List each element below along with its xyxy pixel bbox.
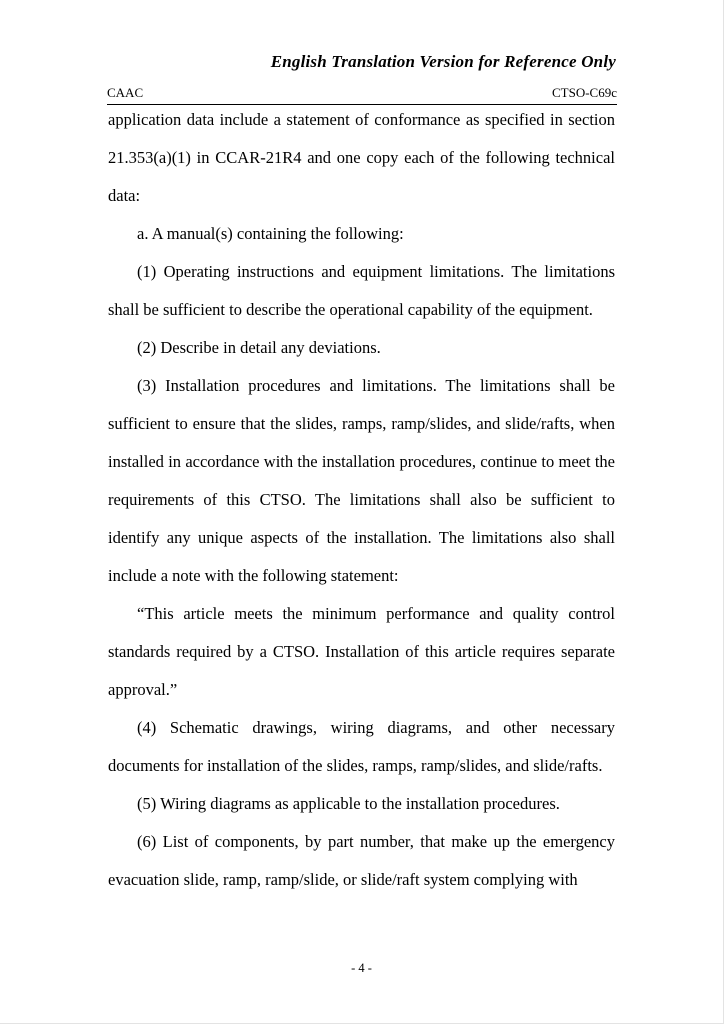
- paragraph: (5) Wiring diagrams as applicable to the installation procedures.: [137, 794, 560, 813]
- page-number: - 4 -: [351, 961, 372, 975]
- paragraph: (2) Describe in detail any deviations.: [137, 338, 381, 357]
- paragraph: (3) Installation procedures and limitations. The limitations shall be sufficient to ensure that the slides, ramps, ramp/slides, and slide/rafts, when installed in accordance with the installation procedures, continue to meet the requirements of this CTSO. The limitations shall also be sufficient to identify any unique aspects of the installation. The limitations also shall include a note with the following statement:: [108, 376, 615, 585]
- paragraph-container: [108, 101, 615, 899]
- paragraph: (1) Operating instructions and equipment limitations. The limitations shall be sufficient to describe the operational capability of the equipment.: [108, 262, 615, 319]
- paragraph: (6) List of components, by part number, that make up the emergency evacuation slide, ramp, ramp/slide, or slide/raft system complying with: [108, 832, 615, 889]
- header-agency: CAAC: [107, 85, 144, 100]
- paragraph: a. A manual(s) containing the following:: [137, 224, 404, 243]
- paragraph: “This article meets the minimum performance and quality control standards required by a CTSO. Installation of this article requires separate approval.”: [108, 604, 615, 699]
- paragraph: (4) Schematic drawings, wiring diagrams, and other necessary documents for installation of the slides, ramps, ramp/slides, and slide/rafts.: [108, 718, 615, 775]
- document-body: [108, 101, 615, 899]
- header-document-number: CTSO-C69c: [552, 85, 617, 100]
- translation-notice-title: English Translation Version for Reference Only: [270, 52, 616, 71]
- paragraph: application data include a statement of conformance as specified in section 21.353(a)(1) in CCAR-21R4 and one copy each of the following technical data:: [108, 110, 615, 205]
